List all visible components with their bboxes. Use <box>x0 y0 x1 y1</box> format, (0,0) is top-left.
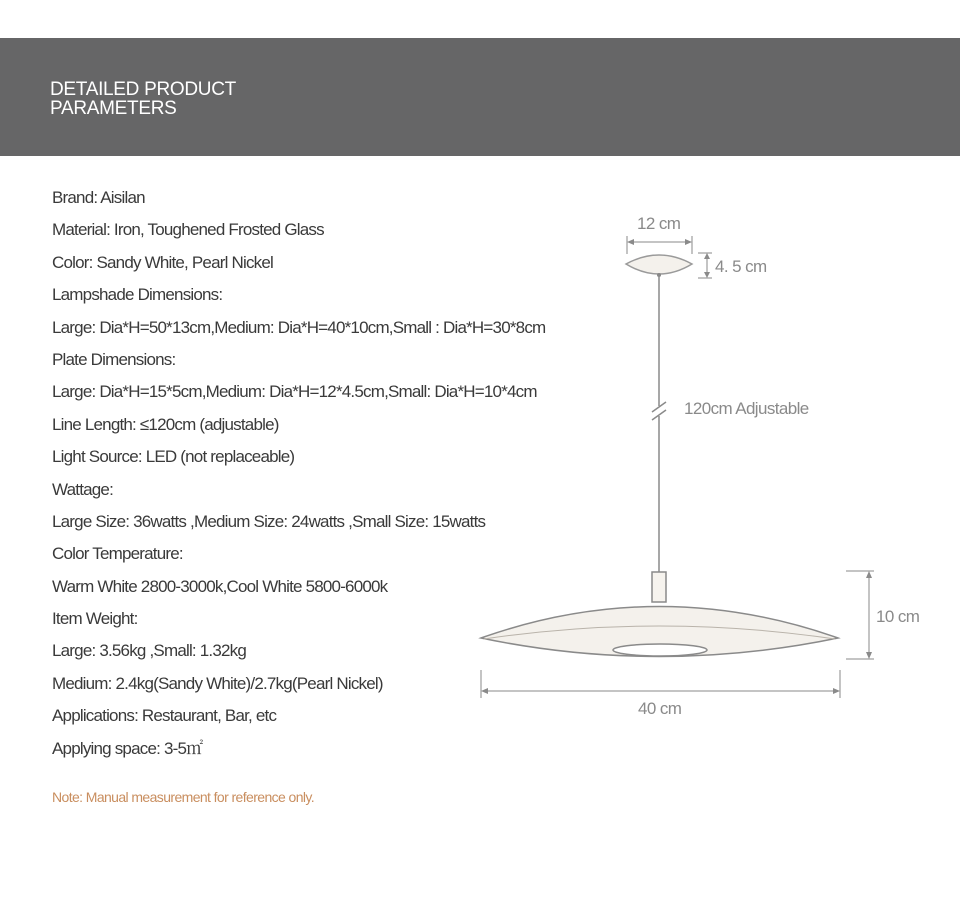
spec-weight-medium: Medium: 2.4kg(Sandy White)/2.7kg(Pearl Nickel) <box>52 673 383 693</box>
spec-color-temp-heading: Color Temperature: <box>52 544 183 564</box>
spec-plate-sizes: Large: Dia*H=15*5cm,Medium: Dia*H=12*4.5cm,Small: Dia*H=10*4cm <box>52 382 537 402</box>
page-title: DETAILED PRODUCT PARAMETERS <box>50 79 236 119</box>
spec-weight-heading: Item Weight: <box>52 609 138 629</box>
shade-width-label: 40 cm <box>638 699 682 718</box>
plate-height-dimension <box>698 253 712 278</box>
spec-lampshade-heading: Lampshade Dimensions: <box>52 285 223 305</box>
spec-material: Material: Iron, Toughened Frosted Glass <box>52 220 324 240</box>
spec-wattage-sizes: Large Size: 36watts ,Medium Size: 24watts ,Small Size: 15watts <box>52 511 486 531</box>
shade-width-dimension <box>481 670 840 698</box>
spec-light-source: Light Source: LED (not replaceable) <box>52 447 295 467</box>
spec-weight-large-small: Large: 3.56kg ,Small: 1.32kg <box>52 641 247 661</box>
spec-plate-heading: Plate Dimensions: <box>52 349 176 369</box>
plate-height-label: 4. 5 cm <box>715 257 767 276</box>
spec-applying-space: Applying space: 3-5㎡ <box>52 738 203 758</box>
spec-brand: Brand: Aisilan <box>52 188 145 207</box>
spec-color: Color: Sandy White, Pearl Nickel <box>52 252 273 272</box>
plate-width-label: 12 cm <box>637 214 681 233</box>
line-length-label: 120cm Adjustable <box>684 399 809 418</box>
shade-height-dimension <box>846 571 874 659</box>
spec-applications: Applications: Restaurant, Bar, etc <box>52 706 277 726</box>
shade-height-label: 10 cm <box>876 607 920 626</box>
spec-color-temp-values: Warm White 2800-3000k,Cool White 5800-6000k <box>52 576 388 596</box>
measurement-note: Note: Manual measurement for reference only. <box>52 789 315 805</box>
led-ring-icon <box>613 644 707 656</box>
spec-lampshade-sizes: Large: Dia*H=50*13cm,Medium: Dia*H=40*10cm,Small : Dia*H=30*8cm <box>52 317 546 337</box>
ceiling-plate-icon <box>626 255 692 274</box>
lamp-stem <box>652 572 666 602</box>
spec-wattage-heading: Wattage: <box>52 479 114 499</box>
plate-width-dimension <box>627 236 692 254</box>
suspension-line <box>652 277 666 572</box>
spec-line-length: Line Length: ≤120cm (adjustable) <box>52 414 279 434</box>
